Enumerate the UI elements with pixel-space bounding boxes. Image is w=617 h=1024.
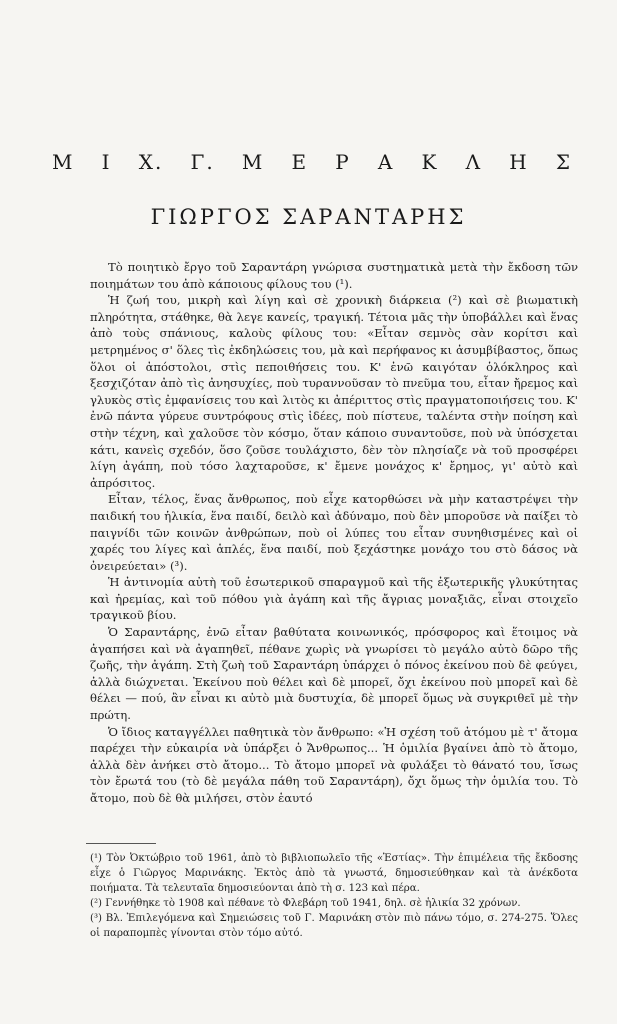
paragraph: Τὸ ποιητικὸ ἔργο τοῦ Σαραντάρη γνώρισα συστηματικὰ μετὰ τὴν ἔκδοση τῶν ποιημάτων του ἀπὸ κάποιους φίλους του (¹). xyxy=(90,260,578,291)
author-name: Μ Ι Χ. Γ. Μ Ε Ρ Α Κ Λ Η Σ xyxy=(52,150,572,174)
footnotes xyxy=(90,851,578,941)
footnote: (¹) Τὸν Ὀκτώβριο τοῦ 1961, ἀπὸ τὸ βιβλιοπωλεῖο τῆς «Ἑστίας». Τὴν ἐπιμέλεια τῆς ἔκδοσης εἶχε ὁ Γιῶργος Μαρινάκης. Ἐκτὸς ἀπὸ τὰ γνωστά, δημοσιεύθηκαν καὶ τὰ ἀνέκδοτα ποιήματα. Τὰ τελευταῖα δημοσιεύονται ἀπὸ τὴ σ. 123 καὶ πέρα. xyxy=(90,853,578,894)
paragraph: Ἡ ζωή του, μικρὴ καὶ λίγη καὶ σὲ χρονικὴ διάρκεια (²) καὶ σὲ βιωματικὴ πληρότητα, στάθηκε, θὰ λεγε κανείς, τραγική. Τέτοια μᾶς τὴν ὑποβάλλει καὶ ἕνας ἀπὸ τοὺς σπάνιους, καλοὺς φίλους του: «Εἶταν σεμνὸς σὰν κορίτσι καὶ μετρημένος σ' ὅλες τὶς ἐκδηλώσεις του, μὰ καὶ περήφανος κι ἀσυμβίβαστος, ὅπως ὅλοι οἱ ἀπόστολοι, στὶς πεποιθήσεις του. Κ' ἐνῶ καιγόταν ὁλόκληρος καὶ ξεσχιζόταν ἀπὸ τὶς ἀνησυχίες, ποὺ τυραννοῦσαν τὸ πνεῦμα του, εἶταν ἤρεμος καὶ γλυκὸς στὶς ἐμφανίσεις του καὶ λιτὸς κι ἀπέριττος στὶς πραγματοποιήσεις του. Κ' ἐνῶ πάντα γύρευε συντρόφους στὶς ἰδέες, ποὺ πίστευε, ταλέντα στὴν ποίηση καὶ στὴν τέχνη, καὶ χαλοῦσε τὸν κόσμο, ὅταν κάποιο συναντοῦσε, ποὺ νὰ ὑπόσχεται κάτι, κανεὶς σχεδόν, ὅσο ζοῦσε τουλάχιστο, δὲν τὸν πλησίαζε νὰ τοῦ προσφέρει λίγη ἀγάπη, ποὺ τόσο λαχταροῦσε, κ' ἔμενε μονάχος κ' ἔρημος, γι' αὐτὸ καὶ ἀπρόσιτος. xyxy=(90,293,578,490)
paragraph: Ὁ ἴδιος καταγγέλλει παθητικὰ τὸν ἄνθρωπο: «Ἡ σχέση τοῦ ἀτόμου μὲ τ' ἄτομα παρέχει τὴν εὐκαιρία νὰ ὑπάρξει ὁ Ἄνθρωπος... Ἡ ὁμιλία βγαίνει ἀπὸ τὸ ἄτομο, ἀλλὰ δὲν ἀνήκει στὸ ἄτομο... Τὸ ἄτομο μπορεῖ νὰ φυλάξει τὸ θάνατό του, ἴσως τὸν ἔρωτά του (τὸ δὲ μεγάλα πάθη τοῦ Σαραντάρη), ὄχι ὅμως τὴν ὁμιλία του. Τὸ ἄτομο, ποὺ δὲ θὰ μιλήσει, στὸν ἑαυτό xyxy=(90,724,578,805)
footnote: (²) Γεννήθηκε τὸ 1908 καὶ πέθανε τὸ Φλεβάρη τοῦ 1941, δηλ. σὲ ἡλικία 32 χρόνων. xyxy=(90,898,521,909)
paragraph: Ὁ Σαραντάρης, ἐνῶ εἶταν βαθύτατα κοινωνικός, πρόσφορος καὶ ἕτοιμος νὰ ἀγαπήσει καὶ νὰ ἀγαπηθεῖ, πέθανε χωρὶς νὰ γνωρίσει τὸ μεγάλο αὐτὸ δῶρο τῆς ζωῆς, τὴν ἀγάπη. Στὴ ζωὴ τοῦ Σαραντάρη ὑπάρχει ὁ πόνος ἐκείνου ποὺ δὲ φεύγει, ἀλλὰ διώχνεται. Ἐκείνου ποὺ θέλει καὶ δὲ μπορεῖ, ὄχι ἐκείνου ποὺ μπορεῖ καὶ δὲ θέλει — πού, ἂν εἶναι κι αὐτὸ μιὰ δυστυχία, δὲ μπορεῖ ὅμως νὰ συγκριθεῖ μὲ τὴν πρώτη. xyxy=(90,625,578,723)
essay-title: ΓΙΩΡΓΟΣ ΣΑΡΑΝΤΑΡΗΣ xyxy=(150,205,467,229)
paragraph: Ἡ ἀντινομία αὐτὴ τοῦ ἐσωτερικοῦ σπαραγμοῦ καὶ τῆς ἐξωτερικῆς γλυκύτητας καὶ ἠρεμίας, καὶ τοῦ πόθου γιὰ ἀγάπη καὶ τῆς ἄγριας μοναξιᾶς, εἶναι στοιχεῖο τραγικοῦ βίου. xyxy=(90,575,578,623)
paragraph: Εἶταν, τέλος, ἕνας ἄνθρωπος, ποὺ εἶχε κατορθώσει νὰ μὴν καταστρέψει τὴν παιδική του ἡλικία, ἕνα παιδί, δειλὸ καὶ ἀδύναμο, ποὺ δὲν μποροῦσε νὰ παίξει τὸ παιγνίδι τῶν κοινῶν ἀνθρώπων, ποὺ οἱ λύπες του εἶταν συνηθισμένες καὶ οἱ χαρές του λίγες καὶ ἁπλές, ἕνα παιδί, ποὺ ξεχάστηκε μονάχο του στὸ δάσος νὰ ὀνειρεύεται» (³). xyxy=(90,492,578,573)
footnote: (³) Βλ. Ἐπιλεγόμενα καὶ Σημειώσεις τοῦ Γ. Μαρινάκη στὸν πιὸ πάνω τόμο, σ. 274-275. Ὅλες οἱ παραπομπὲς γίνονται στὸν τόμο αὐτό. xyxy=(90,913,578,939)
footnote-divider xyxy=(86,843,156,844)
essay-body xyxy=(90,259,578,807)
